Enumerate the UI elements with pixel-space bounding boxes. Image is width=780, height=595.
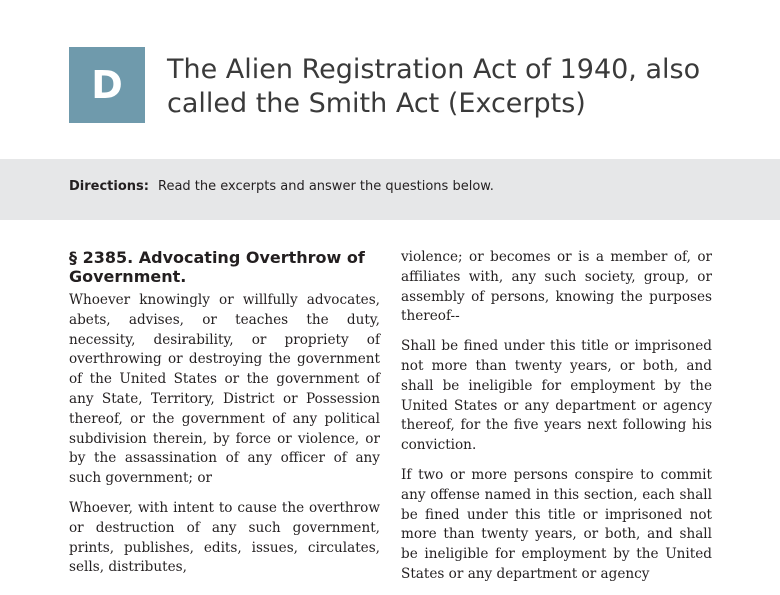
- document-title: The Alien Registration Act of 1940, also called the Smith Act (Excerpts): [167, 54, 701, 119]
- left-column: [69, 248, 380, 588]
- right-paragraph-1: violence; or becomes or is a member of, or affiliates with, any such society, group, or assembly of persons, knowing the purposes thereof--: [401, 249, 712, 325]
- badge-letter: D: [91, 63, 123, 107]
- section-heading: § 2385. Advocating Overthrow of Government.: [69, 248, 365, 286]
- directions-text: Read the excerpts and answer the questions below.: [158, 179, 494, 194]
- directions-label: Directions:: [69, 179, 149, 194]
- section-letter-badge: [69, 47, 145, 123]
- directions-band: [0, 159, 780, 220]
- left-paragraph-1: Whoever knowingly or willfully advocates, abets, advises, or teaches the duty, necessity, desirability, or propriety of overthrowing or destroying the government of the United States or the government of any State, Territory, District or Possession thereof, or the government of any political subdivision therein, by force or violence, or by the assassination of any officer of any such government; or: [69, 292, 380, 487]
- left-paragraph-2: Whoever, with intent to cause the overthrow or destruction of any such government, prints, publishes, edits, issues, circulates, sells, distributes,: [69, 499, 380, 576]
- right-paragraph-2: Shall be fined under this title or imprisoned not more than twenty years, or both, and shall be ineligible for employment by the United States or any department or agency thereof, for the five years next following his conviction.: [401, 338, 712, 454]
- right-column: [401, 248, 712, 595]
- right-paragraph-3: If two or more persons conspire to commit any offense named in this section, each shall be fined under this title or imprisoned not more than twenty years, or both, and shall be ineligible for employment by the United States or any department or agency: [401, 466, 712, 582]
